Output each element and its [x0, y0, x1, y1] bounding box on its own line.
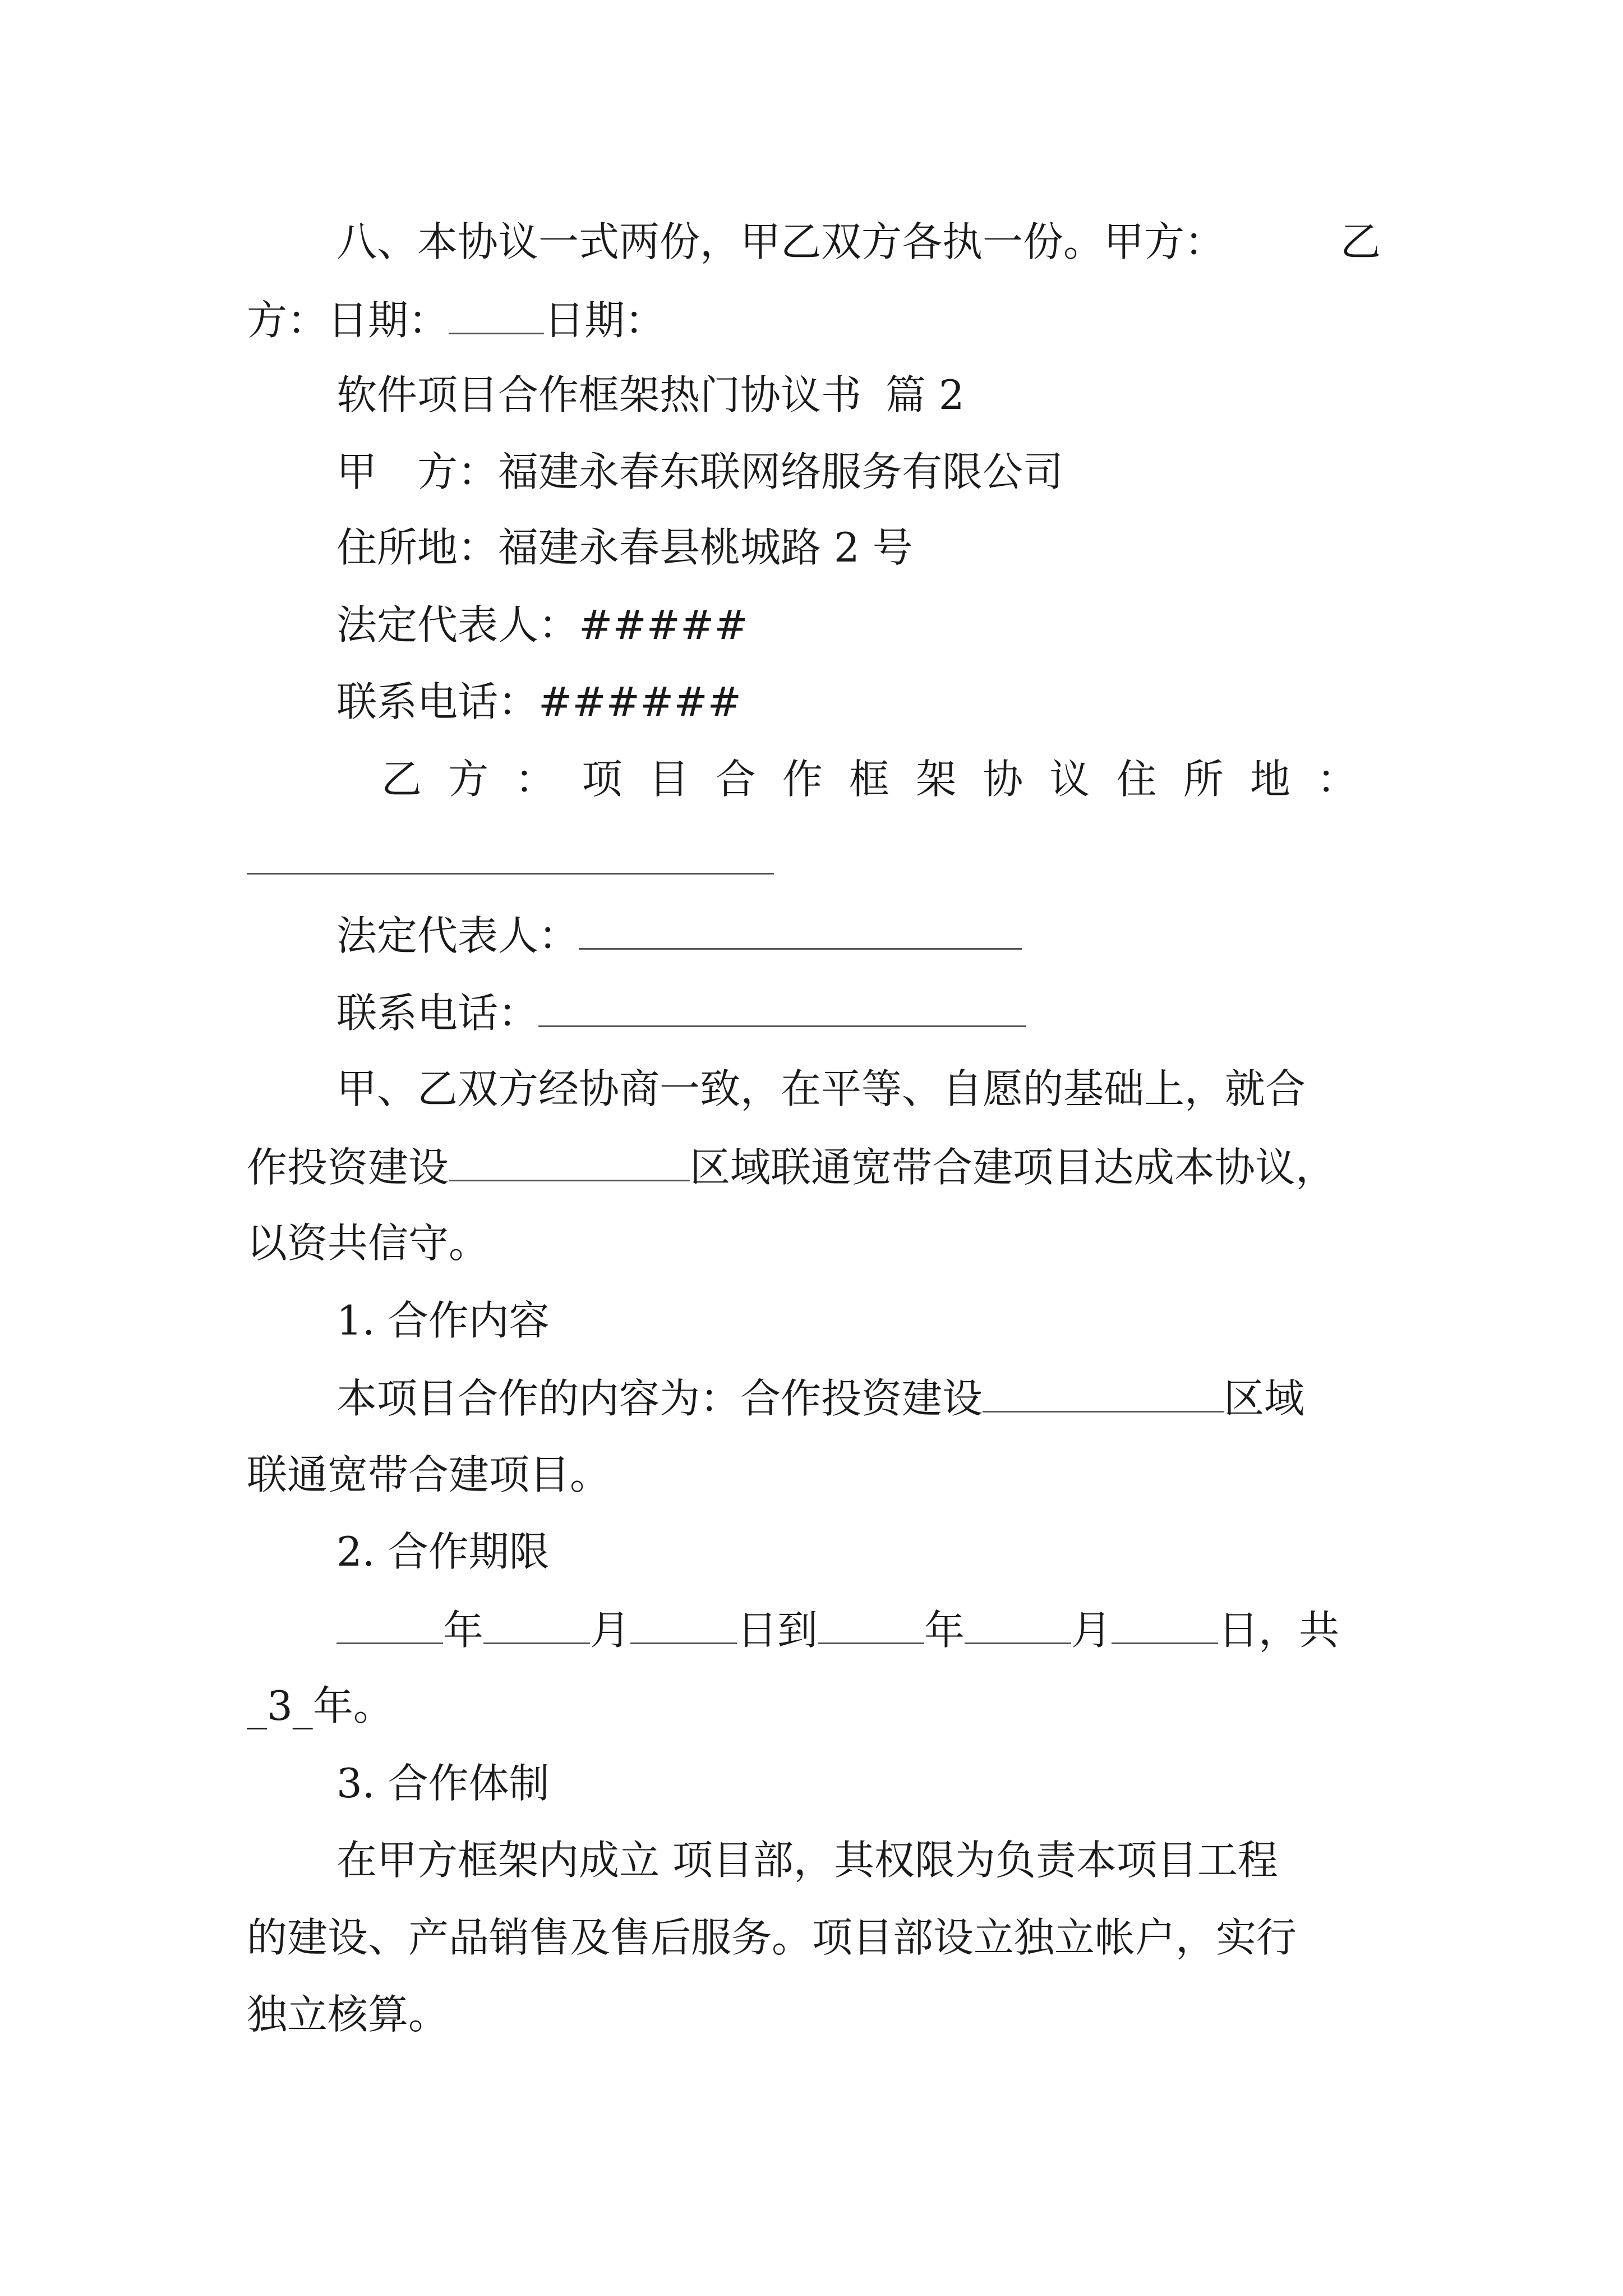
clause-8-text: 八、本协议一式两份，甲乙双方各执一份。甲方：	[336, 218, 1225, 265]
party-b-char: 方	[448, 756, 489, 803]
section-1-text-a: 本项目合作的内容为：合作投资建设	[336, 1375, 983, 1422]
end-year-blank	[818, 1609, 924, 1644]
party-b-char: 架	[916, 756, 957, 803]
party-b-char: 议	[1049, 756, 1090, 803]
heading-title: 软件项目合作框架热门协议书	[336, 371, 862, 418]
legal-rep-blank	[579, 914, 1022, 950]
party-b-char: 框	[849, 756, 889, 803]
party-b-char: 地	[1249, 756, 1290, 803]
clause-8-date-label: 方：日期：	[247, 297, 449, 344]
section-1-title: 1. 合作内容	[336, 1297, 550, 1344]
clause-8-line-2	[247, 297, 1623, 344]
party-b-char: 作	[782, 756, 823, 803]
month-label: 月	[590, 1607, 631, 1654]
party-b-char: ：	[515, 756, 556, 803]
phone-blank	[538, 992, 1026, 1027]
section-1-line-2: 联通宽带合建项目。	[247, 1451, 611, 1498]
intro-line-1: 甲、乙双方经协商一致，在平等、自愿的基础上，就合	[336, 1065, 1306, 1112]
party-b-char: 合	[715, 756, 756, 803]
section-2-dates	[336, 1607, 1623, 1654]
region-blank	[983, 1377, 1224, 1412]
party-b-line	[381, 756, 1357, 803]
party-b-char: ：	[1316, 756, 1357, 803]
region-blank	[449, 1146, 690, 1181]
party-a-legal-rep: 法定代表人：#####	[336, 601, 748, 648]
start-month-blank	[483, 1609, 590, 1644]
article-heading	[336, 371, 1623, 418]
party-b-char: 乙	[381, 756, 422, 803]
party-b-legal-rep	[336, 912, 1623, 959]
section-3-line-2: 的建设、产品销售及售后服务。项目部设立独立帐户，实行	[247, 1914, 1297, 1961]
section-1-text-b: 区域	[1224, 1375, 1305, 1422]
party-b-char: 所	[1183, 756, 1224, 803]
section-2-title: 2. 合作期限	[336, 1528, 550, 1575]
party-b-char: 住	[1116, 756, 1157, 803]
party-b-phone	[336, 990, 1623, 1037]
clause-8-date-label-2: 日期：	[544, 297, 666, 344]
day-total-label: 日，共	[1218, 1607, 1340, 1654]
year-label: 年	[443, 1607, 484, 1654]
section-3-line-3: 独立核算。	[247, 1991, 449, 2038]
party-a-name: 甲 方：福建永春东联网络服务有限公司	[336, 448, 1064, 495]
intro-text-b: 区域联通宽带合建项目达成本协议，	[690, 1144, 1336, 1191]
day-to-label: 日到	[737, 1607, 818, 1654]
year-label: 年	[924, 1607, 965, 1654]
term-years-label: 年。	[312, 1682, 394, 1729]
clause-8-line-1	[336, 218, 1623, 265]
start-year-blank	[336, 1609, 443, 1644]
party-b-phone-label: 联系电话：	[336, 990, 539, 1037]
end-day-blank	[1112, 1609, 1218, 1644]
clause-8-party-b-char: 乙	[1340, 218, 1381, 265]
party-b-char: 目	[648, 756, 689, 803]
intro-text-a: 作投资建设	[247, 1144, 449, 1191]
section-1-line-1	[336, 1375, 1623, 1422]
section-2-line-2	[247, 1682, 1623, 1729]
party-a-address: 住所地：福建永春县桃城路 2 号	[336, 524, 913, 571]
party-b-address-blank	[247, 873, 774, 875]
section-3-line-1: 在甲方框架内成立 项目部，其权限为负责本项目工程	[336, 1837, 1278, 1884]
party-b-char: 协	[983, 756, 1023, 803]
intro-line-2	[247, 1144, 1623, 1191]
section-3-title: 3. 合作体制	[336, 1760, 550, 1807]
term-years-value: _3_	[247, 1682, 313, 1729]
start-day-blank	[630, 1609, 737, 1644]
party-b-char: 项	[582, 756, 623, 803]
month-label: 月	[1071, 1607, 1112, 1654]
party-b-legal-rep-label: 法定代表人：	[336, 912, 579, 959]
date-blank	[449, 299, 544, 334]
heading-part: 篇 2	[885, 371, 965, 418]
intro-line-3: 以资共信守。	[247, 1220, 490, 1267]
party-a-phone: 联系电话：######	[336, 678, 741, 725]
end-month-blank	[965, 1609, 1071, 1644]
